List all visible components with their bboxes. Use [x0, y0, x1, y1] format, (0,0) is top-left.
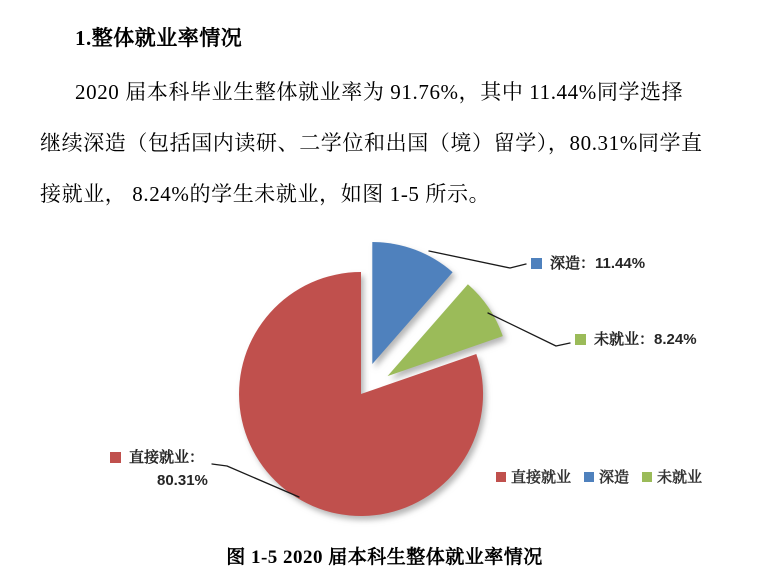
data-label-shenzao-text: 深造：11.44% — [550, 255, 646, 272]
leader-line-weijiuye — [488, 313, 570, 346]
legend-entry-shenzao — [584, 466, 629, 487]
legend-swatch-shenzao — [584, 472, 594, 482]
pie-slices-group — [239, 242, 503, 516]
figure-caption: 图 1-5 2020 届本科生整体就业率情况 — [226, 547, 543, 568]
pie-slice-直接就业 — [239, 272, 483, 516]
paragraph-line-2: 继续深造（包括国内读研、二学位和出国（境）留学），80.31%同学直 — [40, 131, 703, 155]
paragraph-line-3: 接就业， 8.24%的学生未就业，如图 1-5 所示。 — [40, 182, 491, 206]
legend-label-weijiuye: 未就业 — [657, 469, 703, 486]
data-label-weijiuye — [575, 330, 697, 350]
section-heading: 1.整体就业率情况 — [75, 26, 243, 50]
weijiuye-label-swatch — [575, 334, 586, 345]
legend-swatch-zhijiejiuye — [496, 472, 506, 482]
shenzao-label-swatch — [531, 258, 542, 269]
data-label-weijiuye-text: 未就业：8.24% — [594, 331, 697, 348]
chart-legend — [496, 466, 702, 487]
data-label-zhijiejiuye-text: 直接就业： — [129, 449, 205, 466]
data-label-shenzao — [531, 254, 645, 274]
legend-swatch-weijiuye — [642, 472, 652, 482]
legend-label-shenzao: 深造 — [599, 469, 630, 486]
legend-label-zhijiejiuye: 直接就业 — [511, 469, 572, 486]
data-label-zhijiejiuye — [110, 448, 208, 491]
paragraph-line-1: 2020 届本科毕业生整体就业率为 91.76%，其中 11.44%同学选择 — [75, 80, 684, 104]
legend-entry-weijiuye — [642, 466, 702, 487]
data-label-zhijiejiuye-row1 — [110, 448, 208, 468]
data-label-zhijiejiuye-value: 80.31% — [157, 472, 208, 489]
legend-entry-zhijiejiuye — [496, 466, 571, 487]
zhijiejiuye-label-swatch — [110, 452, 121, 463]
